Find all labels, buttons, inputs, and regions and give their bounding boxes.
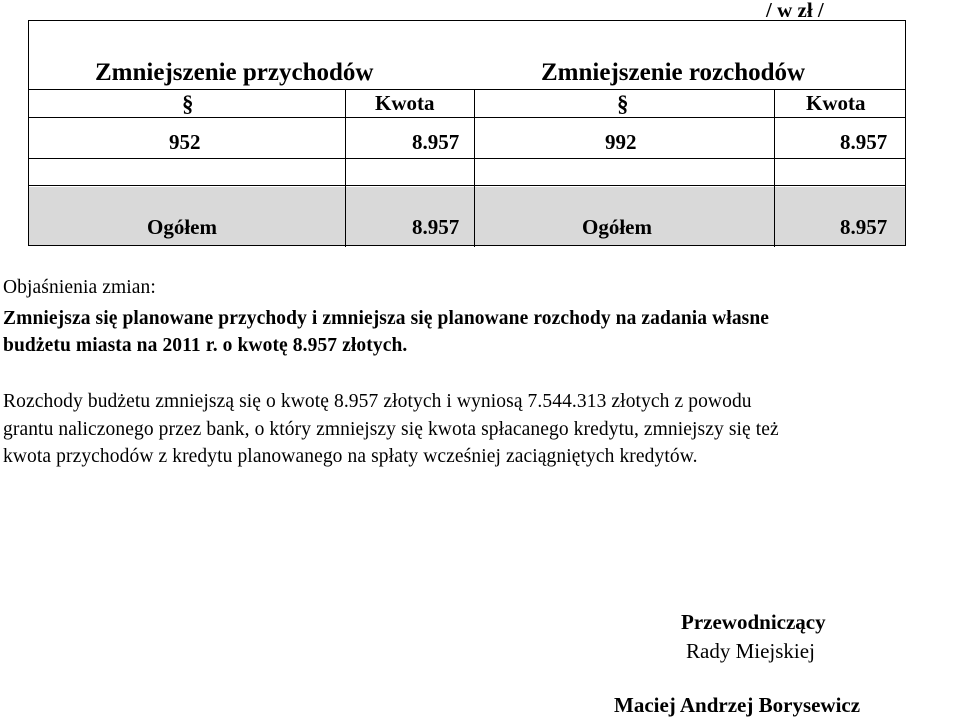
section-symbol-right: §	[617, 91, 629, 116]
expense-amount: 8.957	[840, 130, 888, 154]
table-rule	[474, 89, 475, 247]
explanations-title: Objaśnienia zmian:	[3, 277, 156, 298]
explanation-paragraph-line-1: Rozchody budżetu zmniejszą się o kwotę 8.957 złotych i wyniosą 7.544.313 złotych z powodu	[3, 391, 752, 412]
table-rule	[345, 89, 346, 247]
signature-name: Maciej Andrzej Borysewicz	[614, 693, 861, 717]
explanation-bold-line-2: budżetu miasta na 2011 r. o kwotę 8.957 złotych.	[3, 335, 408, 356]
expense-total-label: Ogółem	[582, 215, 652, 239]
header-income-decrease: Zmniejszenie przychodów	[95, 59, 374, 86]
table-rule	[774, 89, 775, 247]
amount-label-right: Kwota	[806, 91, 866, 115]
expense-section-code: 992	[605, 130, 637, 154]
explanation-paragraph-line-2: grantu naliczonego przez bank, o który zmniejszy się kwota spłacanego kredytu, zmniejszy się też	[3, 419, 779, 440]
section-symbol-left: §	[182, 91, 194, 116]
explanation-bold-line-1: Zmniejsza się planowane przychody i zmniejsza się planowane rozchody na zadania własne	[3, 308, 770, 329]
header-expense-decrease: Zmniejszenie rozchodów	[541, 59, 806, 86]
income-total-label: Ogółem	[147, 215, 217, 239]
expense-total-amount: 8.957	[840, 215, 888, 239]
income-section-code: 952	[169, 130, 201, 154]
explanation-paragraph-line-3: kwota przychodów z kredytu planowanego na spłaty wcześniej zaciągniętych kredytów.	[3, 446, 698, 467]
amount-label-left: Kwota	[375, 91, 435, 115]
income-amount: 8.957	[412, 130, 460, 154]
signature-body: Rady Miejskiej	[686, 639, 815, 663]
income-total-amount: 8.957	[412, 215, 460, 239]
signature-title: Przewodniczący	[681, 610, 826, 634]
unit-label: / w zł /	[766, 0, 824, 22]
changes-table	[28, 20, 906, 246]
